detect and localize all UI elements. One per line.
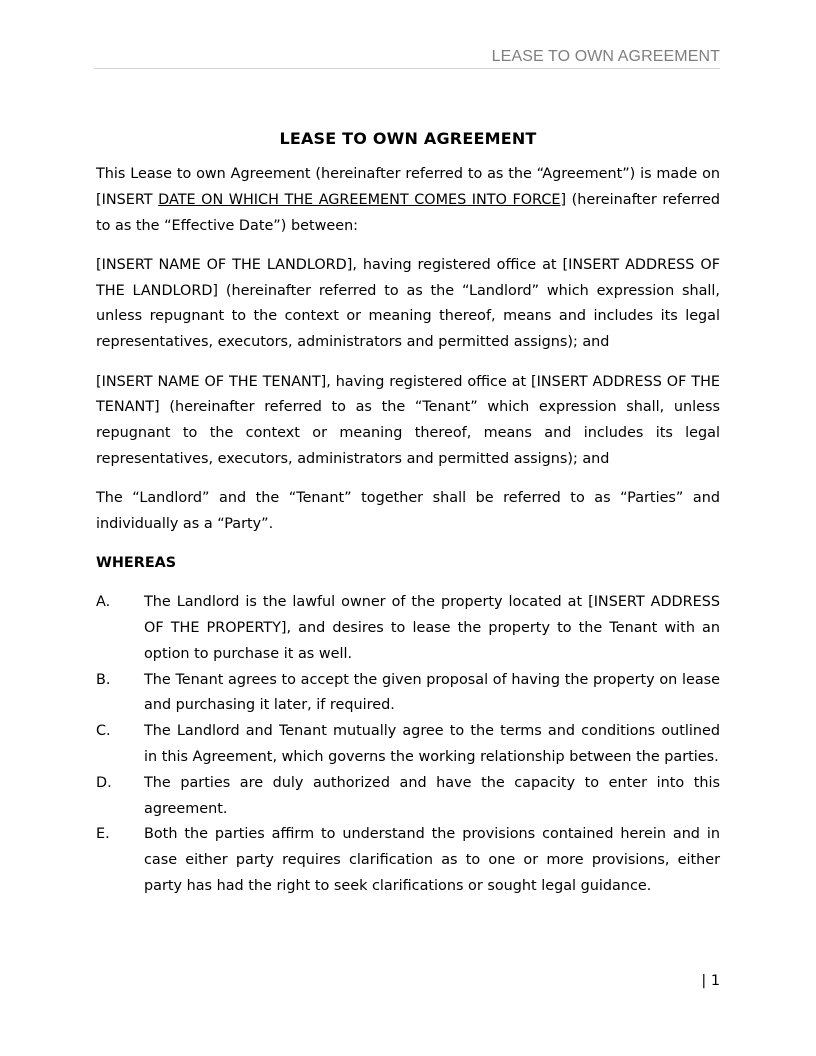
effective-date-placeholder: DATE ON WHICH THE AGREEMENT COMES INTO FORCE bbox=[158, 191, 561, 208]
whereas-list bbox=[96, 590, 720, 900]
document-title: LEASE TO OWN AGREEMENT bbox=[279, 129, 537, 148]
tenant-paragraph: [INSERT NAME OF THE TENANT], having registered office at [INSERT ADDRESS OF THE TENANT] (hereinafter referred to as the “Tenant” which expression shall, unless repugnant to the context or meaning thereof, means and includes its legal representatives, executors, administrators and permitted assigns); and bbox=[96, 373, 720, 467]
item-text: The parties are duly authorized and have the capacity to enter into this agreement. bbox=[144, 774, 720, 817]
landlord-paragraph: [INSERT NAME OF THE LANDLORD], having registered office at [INSERT ADDRESS OF THE LANDLORD] (hereinafter referred to as the “Landlord” which expression shall, unless repugnant to the context or meaning thereof, means and includes its legal representatives, executors, administrators and permitted assigns); and bbox=[96, 256, 720, 351]
whereas-heading: WHEREAS bbox=[96, 555, 177, 572]
item-text: The Landlord is the lawful owner of the property located at [INSERT ADDRESS OF THE PROPERTY], and desires to lease the property to the Tenant with an option to purchase it as well. bbox=[144, 594, 720, 662]
item-text: The Landlord and Tenant mutually agree to the terms and conditions outlined in this Agreement, which governs the working relationship between the parties. bbox=[144, 723, 720, 765]
intro-text-1: This Lease to own Agreement (hereinafter referred to as the “Agreement”) is made on [INSERT bbox=[96, 166, 720, 208]
item-letter: A. bbox=[96, 594, 111, 611]
whereas-item-a bbox=[96, 590, 720, 667]
whereas-item-c bbox=[96, 719, 720, 771]
item-letter: E. bbox=[96, 826, 110, 843]
page-header bbox=[94, 47, 720, 69]
item-letter: B. bbox=[96, 671, 111, 688]
item-letter: C. bbox=[96, 723, 111, 740]
item-text: Both the parties affirm to understand the provisions contained herein and in case either party requires clarification as to one or more provisions, either party has had the right to seek clarifications or sought legal guidance. bbox=[144, 826, 720, 894]
whereas-item-e bbox=[96, 822, 720, 899]
item-text: The Tenant agrees to accept the given proposal of having the property on lease and purchasing it later, if required. bbox=[144, 671, 720, 714]
intro-paragraph bbox=[96, 162, 720, 239]
whereas-item-b bbox=[96, 668, 720, 720]
page-number: | 1 bbox=[701, 973, 720, 989]
whereas-item-d bbox=[96, 771, 720, 823]
item-letter: D. bbox=[96, 774, 112, 791]
parties-paragraph: The “Landlord” and the “Tenant” together shall be referred to as “Parties” and individually as a “Party”. bbox=[96, 490, 720, 533]
intro-text-2: ] (hereinafter referred to as the “Effective Date”) between: bbox=[96, 191, 720, 234]
header-title: LEASE TO OWN AGREEMENT bbox=[491, 48, 720, 65]
document-body bbox=[96, 128, 720, 900]
